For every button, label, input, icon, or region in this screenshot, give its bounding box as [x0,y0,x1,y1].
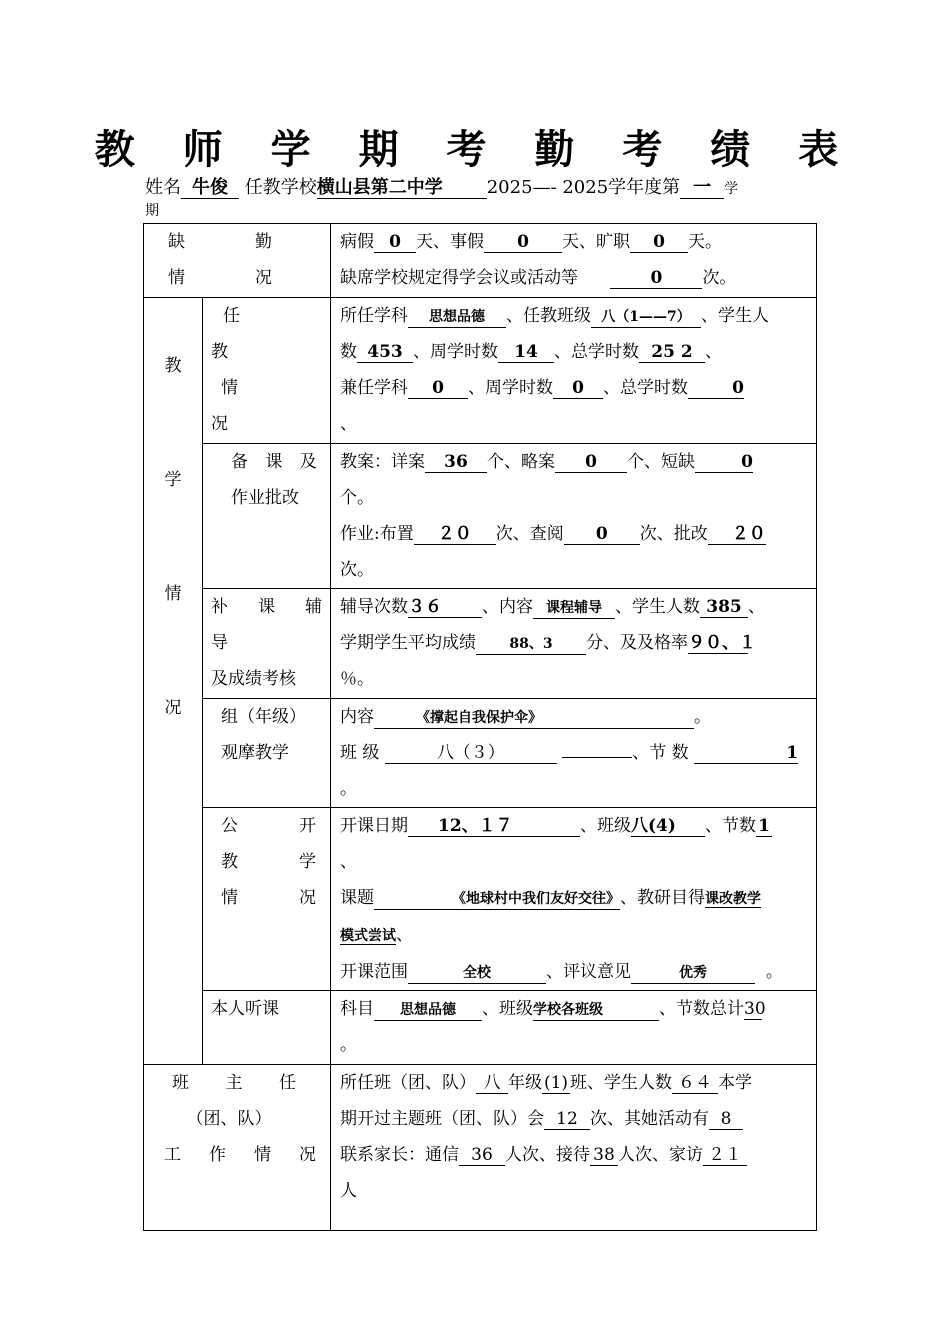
term-suffix-2: 期 [145,203,159,219]
listening-row [144,991,817,1065]
listening-subject: 思想品德 [374,1000,482,1021]
homeroom-class: (1) [543,1073,569,1093]
teacher-name: 牛俊 [181,178,239,199]
plan-shortage: 0 [695,452,753,473]
listening-label: 本人听课 [203,991,331,1065]
open-class-lessons: 1 [756,816,772,837]
sick-days: 0 [374,232,416,253]
brief-plans: 0 [555,452,627,473]
year-label: 学年度第 [608,177,681,198]
weekly-hours: 14 [498,342,554,363]
prep-row [144,444,817,589]
teaching-content: 所任学科 思想品德 、任教班级 八（1——7） 、学生人 数 453 、周学时数 14 、总学时数 25 2 、 兼任学科 0 、周学时数 0 、总学时数 0 、 [331,298,817,444]
open-class-row [144,808,817,991]
tutoring-count: ３６ [408,597,482,618]
teaching-row [144,298,817,444]
detailed-plans: 36 [425,452,487,473]
homeroom-content: 所任班（团、队） 八 年级 (1) 班、学生人数 ６４ 本学 期开过主题班（团、队）会 12 次、其她活动有 8 联系家长：通信 36 人次、接待 38 人次、家访 ２１ 人 [331,1065,817,1231]
listening-class: 学校各班级 [533,1000,659,1021]
listening-content: 科目 思想品德 、班级学校各班级 、节数总计30 。 [331,991,817,1065]
extra-total-hours: 0 [688,378,744,399]
homework-assigned: ２０ [414,524,496,545]
term-number: 一 [680,178,724,199]
extra-subject: 0 [408,378,468,399]
appraisal-table [143,223,817,1231]
teaching-label: 任 教 情 况 [203,298,331,444]
parents-received: 38 [590,1145,618,1166]
teaching-classes: 八（1——7） [591,307,701,328]
average-score: 88、3 [476,634,586,655]
attendance-row [144,224,817,298]
prep-content: 教案：详案 36 个、略案 0 个、短缺 0 个。 作业:布置 ２０ 次、查阅 0 次、批改 ２０ 次。 [331,444,817,589]
attendance-content: 病假 0 天、事假 0 天、旷职 0 天。 缺席学校规定得学会议或活动等 0 次。 [331,224,817,298]
total-hours: 25 2 [639,342,705,363]
teaching-section-label: 教 学 情 况 [144,298,203,1065]
research-goal-b: 模式尝试 [340,928,396,944]
term-suffix: 学 [724,181,739,197]
listening-total: 30 [744,999,766,1019]
school-name: 横山县第二中学 [317,178,487,199]
open-class-scope: 全校 [408,963,546,984]
theme-meetings: 12 [544,1109,590,1130]
homeroom-grade: 八 [476,1073,508,1094]
school-year: 2025—- 2025 [486,177,609,198]
student-count: 453 [357,342,413,363]
observe-label: 组（年级） 观摩教学 [203,699,331,808]
open-class-content: 开课日期 12、１７ 、班级八(4) 、节数 1 、 课题 《地球村中我们友好交往》、教研目得课改教学 模式尝试、 开课范围 全校 、评议意见 优秀 。 [331,808,817,991]
open-class-topic: 《地球村中我们友好交往》 [374,889,620,910]
open-class-date: 12、１７ [438,816,513,836]
observe-row [144,699,817,808]
tutoring-label: 补 课 辅 导 及成绩考核 [203,589,331,699]
homework-corrected: ２０ [708,524,766,545]
observe-topic: 《撑起自我保护伞》 [374,708,694,729]
extra-weekly-hours: 0 [553,378,603,399]
name-label: 姓名 [145,177,181,198]
page-title: 教 师 学 期 考 勤 考 绩 表 [94,126,856,173]
other-activities: 8 [709,1109,743,1130]
homeroom-row [144,1065,817,1231]
open-class-comment: 优秀 [631,963,755,984]
open-class-class: 八(4) [631,816,705,837]
research-goal-a: 课改教学 [705,891,761,907]
homeroom-label: 班 主 任 （团、队） 工 作 情 况 [144,1065,331,1231]
parent-letters: 36 [459,1145,505,1166]
pass-rate: ９０、１ [688,633,756,653]
prep-label: 备 课 及 作业批改 [203,444,331,589]
tutoring-students: 385 [700,597,748,618]
subject: 思想品德 [408,307,506,328]
observe-content: 内容 《撑起自我保护伞》 。 班 级 八（３） 、节 数 1 。 [331,699,817,808]
missed-meetings: 0 [610,268,702,289]
tutoring-content-value: 课程辅导 [533,598,615,619]
observe-lessons: 1 [694,743,798,764]
home-visits: ２１ [703,1145,747,1166]
observe-class: 八（３） [385,743,557,764]
homeroom-students: ６４ [672,1073,718,1094]
absent-days: 0 [630,232,688,253]
homework-reviewed: 0 [564,524,640,545]
attendance-label: 缺 勤 情 况 [144,224,331,298]
personal-days: 0 [484,232,562,253]
school-label: 任教学校 [244,177,317,198]
tutoring-content: 辅导次数３６ 、内容 课程辅导 、学生人数 385 、 学期学生平均成绩 88、3 分、及及格率９０、１ ％。 [331,589,817,699]
header-info [145,176,738,201]
open-class-label: 公 开 教 学 情 况 [203,808,331,991]
tutoring-row [144,589,817,699]
